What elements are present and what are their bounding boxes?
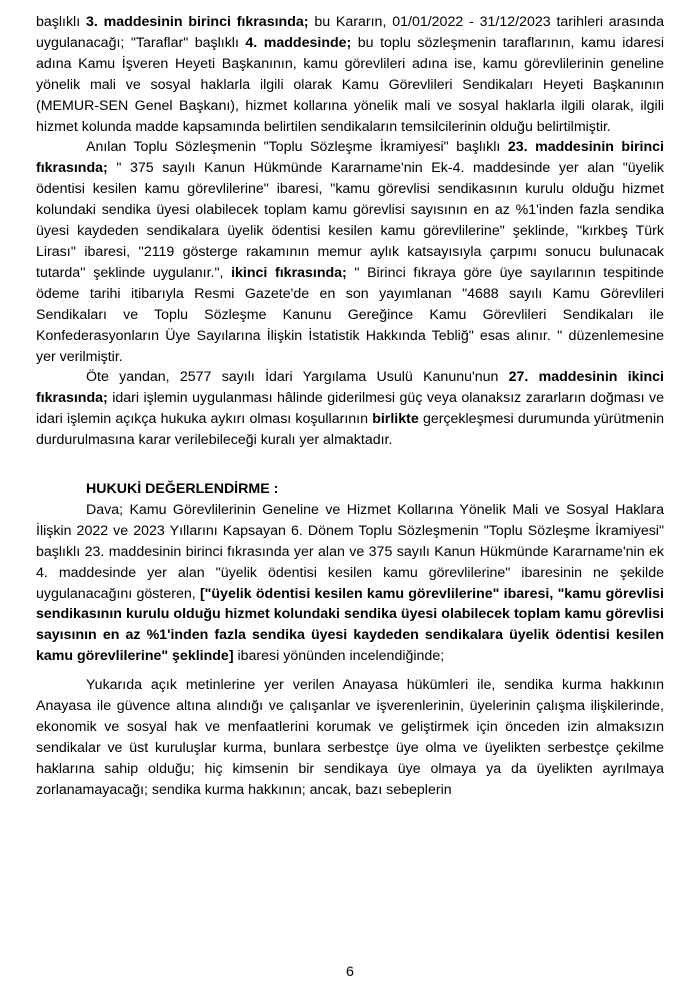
paragraph-anayasa bbox=[36, 675, 664, 800]
text-run: " Birinci fıkraya göre üye sayılarının tespitinde ödeme tarihi itibarıyla Resmi Gazete'de en son yayımlanan "4688 sayılı Kamu Görevlileri Sendikaları ve Toplu Sözleşme Kanunu Gereğince Kamu Görevlileri Sendikaları ile Konfederasyonların Üye Sayılarına İlişkin İstatistik Hakkında Tebliğ" esas alınır. '' düzenlemesine yer verilmiştir. bbox=[36, 264, 664, 365]
document-page bbox=[36, 12, 664, 801]
bold-run: 23. maddesinin birinci fıkrasında; bbox=[36, 139, 664, 177]
text-run: idari işlemin uygulanması hâlinde giderilmesi güç veya olanaksız zararların doğması ve idari işlemin açıkça hukuka aykırı olması koşullarının bbox=[36, 390, 664, 428]
bold-run: birlikte bbox=[372, 411, 419, 428]
paragraph-ikramiye bbox=[36, 137, 664, 367]
text-run: Yukarıda açık metinlerine yer verilen Anayasa hükümleri ile, sendika kurma hakkının Anayasa ile güvence altına alındığı ve çalışanlar ve işverenlerinin, üyelerinin çalışma ilişkilerinde, ekonomik ve sosyal hak ve menfaatlerini korumak ve geliştirmek için önceden izin almaksızın sendikalar ve üst kuruluşlar kurma, bunlara serbestçe üye olma ve üyelikten serbestçe çekilme haklarına sahip olduğu; hiç kimsenin bir sendikaya üye olmaya ya da üyelikten ayrılmaya zorlanamayacağı; sendika kurma hakkının; ancak, bazı sebeplerin bbox=[36, 677, 664, 798]
paragraph-dava bbox=[36, 500, 664, 667]
text-run: Öte yandan, 2577 sayılı İdari Yargılama Usulü Kanunu'nun bbox=[86, 369, 509, 386]
bold-run: 3. maddesinin birinci fıkrasında; bbox=[86, 14, 309, 30]
bold-run: 27. maddesinin ikinci fıkrasında; bbox=[36, 369, 664, 407]
bold-run: ikinci fıkrasında; bbox=[231, 264, 347, 281]
text-run: " 375 sayılı Kanun Hükmünde Kararname'nin Ek-4. maddesinde yer alan "üyelik ödentisi kesilen kamu görevlilerine" ibaresi, "kamu görevlisi sendikasının kurulu olduğu hizmet kolundaki sendika üyesi olabilecek toplam kamu görevlisi sayısının en az %1'inden fazla sendika üyesi kaydeden sendikalara üyelik ödentisi kesilen kamu görevlilerine" şeklinde, ''kırkbeş Türk Lirası'' ibaresi, ''2119 gösterge rakamının memur aylık katsayısıyla çarpımı sonucu bulunacak tutarda'' şeklinde uygulanır.", bbox=[36, 160, 664, 281]
text-run: gerçekleşmesi durumunda yürütmenin durdurulmasına karar verilebileceği kuralı yer almaktadır. bbox=[36, 411, 664, 449]
page-number: 6 bbox=[346, 964, 354, 980]
text-run: başlıklı bbox=[36, 14, 86, 30]
text-run: bu Kararın, 01/01/2022 - 31/12/2023 tarihleri arasında uygulanacağı; "Taraflar" başlıklı bbox=[36, 14, 665, 51]
text-run: ibaresi yönünden incelendiğinde; bbox=[233, 648, 445, 665]
bold-run: 4. maddesinde; bbox=[245, 34, 352, 51]
bold-run: ["üyelik ödentisi kesilen kamu görevlilerine" ibaresi, "kamu görevlisi sendikasının kurulu olduğu hizmet kolundaki sendika üyesi olabilecek toplam kamu görevlisi sayısının en az %1'inden fazla sendika üyesi kaydeden sendikalara üyelik ödentisi kesilen kamu görevlilerine" şeklinde] bbox=[36, 585, 664, 665]
text-run: Anılan Toplu Sözleşmenin "Toplu Sözleşme İkramiyesi" başlıklı bbox=[86, 139, 508, 156]
paragraph-iyuk bbox=[36, 367, 664, 451]
section-heading: HUKUKİ DEĞERLENDİRME : bbox=[86, 481, 279, 498]
paragraph-taraflar bbox=[36, 12, 664, 137]
text-run: Dava; Kamu Görevlilerinin Geneline ve Hizmet Kollarına Yönelik Mali ve Sosyal Haklara İlişkin 2022 ve 2023 Yıllarını Kapsayan 6. Dönem Toplu Sözleşmenin "Toplu Sözleşme İkramiyesi" başlıklı 23. maddesinin birinci fıkrasında yer alan ve 375 sayılı Kanun Hükmünde Kararname'nin ek 4. maddesinde yer alan "üyelik ödentisi kesilen kamu görevlilerine" ibaresinin ne şekilde uygulanacağını gösteren, bbox=[36, 501, 664, 602]
text-run: bu toplu sözleşmenin taraflarının, kamu idaresi adına Kamu İşveren Heyeti Başkanının, kamu görevlileri adına ise, kamu görevlilerinin geneline yönelik mali ve sosyal haklarla ilgili olarak Kamu Görevlileri Sendikaları Heyeti Başkanının (MEMUR-SEN Genel Başkanı), hizmet kollarına yönelik mali ve sosyal haklarla ilgili olarak, ilgili hizmet kolunda madde kapsamında belirtilen sendikaların temsilcilerinin olduğu belirtilmiştir. bbox=[36, 34, 664, 135]
